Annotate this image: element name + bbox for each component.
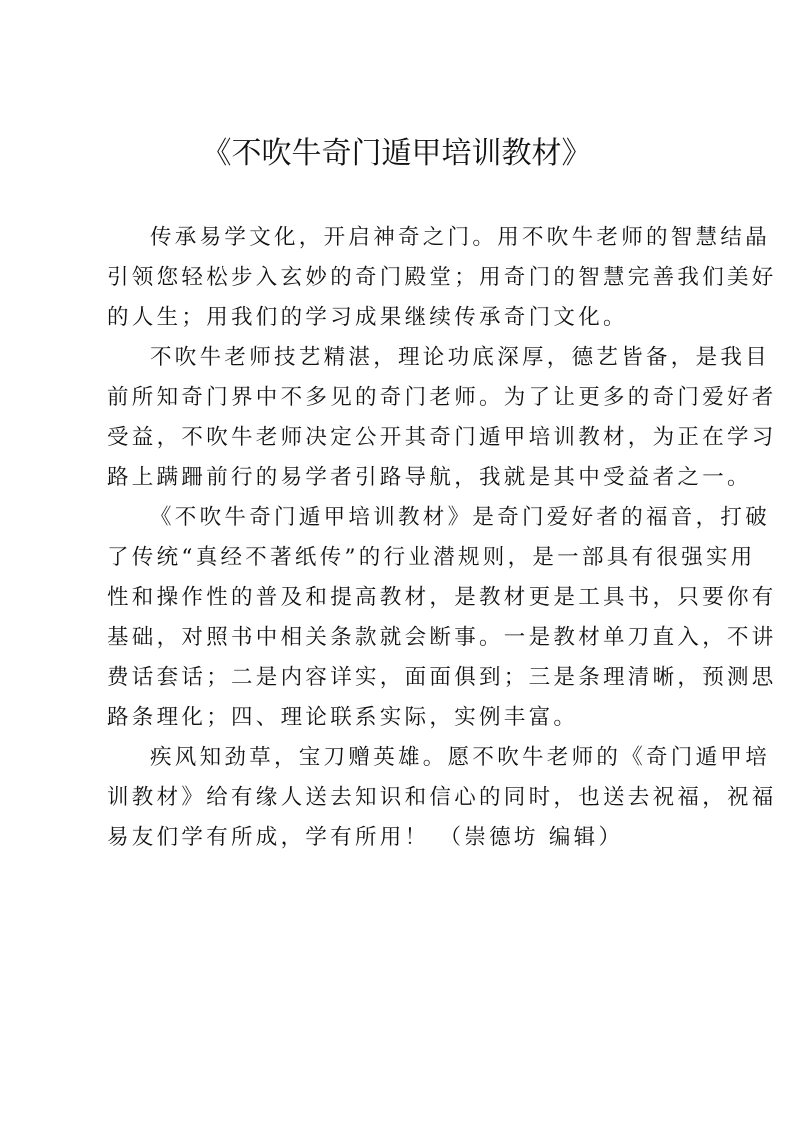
paragraph-line: 不吹牛老师技艺精湛，理论功底深厚，德艺皆备，是我目 [150, 345, 771, 370]
document-body [107, 218, 777, 858]
paragraph-1 [107, 218, 777, 338]
paragraph-line: 了传统“真经不著纸传”的行业潜规则，是一部具有很强实用 [107, 545, 756, 570]
paragraph-line: 受益，不吹牛老师决定公开其奇门遁甲培训教材，为正在学习 [107, 425, 777, 450]
paragraph-line: 路条理化；四、理论联系实际，实例丰富。 [107, 705, 579, 730]
paragraph-line: 引领您轻松步入玄妙的奇门殿堂；用奇门的智慧完善我们美好 [107, 265, 777, 290]
paragraph-4 [107, 738, 777, 858]
paragraph-line: 《不吹牛奇门遁甲培训教材》是奇门爱好者的福音，打破 [150, 505, 771, 530]
paragraph-line: 传承易学文化，开启神奇之门。用不吹牛老师的智慧结晶 [150, 225, 771, 250]
paragraph-line: 前所知奇门界中不多见的奇门老师。为了让更多的奇门爱好者 [107, 385, 777, 410]
paragraph-2 [107, 338, 777, 498]
paragraph-3 [107, 498, 777, 738]
paragraph-line: 的人生；用我们的学习成果继续传承奇门文化。 [107, 305, 628, 330]
paragraph-line: 训教材》给有缘人送去知识和信心的同时，也送去祝福，祝福 [107, 785, 777, 810]
paragraph-line: 基础，对照书中相关条款就会断事。一是教材单刀直入，不讲 [107, 625, 777, 650]
document-title: 《不吹牛奇门遁甲培训教材》 [201, 136, 592, 171]
paragraph-line: 易友们学有所成，学有所用！ （崇德坊 编辑） [107, 825, 624, 850]
paragraph-line: 性和操作性的普及和提高教材，是教材更是工具书，只要你有 [107, 585, 777, 610]
paragraph-line: 疾风知劲草，宝刀赠英雄。愿不吹牛老师的《奇门遁甲培 [150, 745, 771, 770]
paragraph-line: 费话套话；二是内容详实，面面俱到；三是条理清晰，预测思 [107, 665, 777, 690]
paragraph-line: 路上蹒跚前行的易学者引路导航，我就是其中受益者之一。 [107, 465, 752, 490]
